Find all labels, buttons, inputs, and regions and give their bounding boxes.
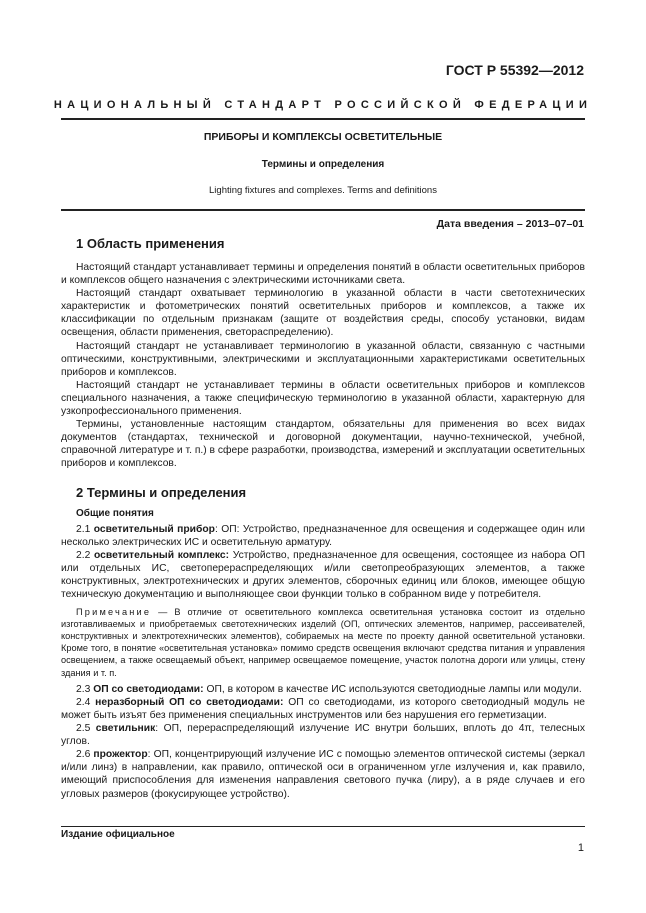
term-name: неразборный ОП со светодиодами: xyxy=(95,696,284,708)
page-number: 1 xyxy=(577,842,584,854)
section-2-heading: 2 Термины и определения xyxy=(76,485,247,500)
term-2-3 xyxy=(61,683,585,696)
term-2-6 xyxy=(61,748,585,800)
footer-divider xyxy=(61,826,585,827)
term-name: осветительный комплекс: xyxy=(94,550,230,562)
paragraph: Настоящий стандарт не устанавливает терминологию в указанной области, связанную с частными оптическими, конструктивными, электрическими и эксплуатационными характеристиками осветительных приборов и комплексов. xyxy=(61,340,585,378)
note-text: — В отличие от осветительного комплекса осветительная установка состоит из отдельно изготавливаемых и приобретаемых светотехнических изделий (ОП, оптических элементов, например, рассеивателей, конструктивных и электротехнических элементов), собираемых на месте по проекту данной осветительной установки. Кроме того, в понятие «осветительная установка» помимо средств освещения включают средства питания и управления освещением, а также освещаемый объект, например освещаемое помещение, участок полотна дороги или улицы, стену здания и т. п. xyxy=(61,606,585,678)
term-number: 2.5 xyxy=(76,723,96,735)
paragraph: Настоящий стандарт устанавливает термины и определения понятий в области осветительных приборов и комплексов общего назначения с электрическими источниками света. xyxy=(61,262,585,287)
paragraph: Настоящий стандарт не устанавливает термины в области осветительных приборов и комплексов специального назначения, а также специфическую терминологию в указанной области, характерную для узкопрофессионального применения. xyxy=(61,379,585,418)
term-definition: ОП, в котором в качестве ИС используются светодиодные лампы или модули. xyxy=(203,683,582,695)
term-definition: : ОП, концентрирующий излучение ИС с помощью элементов оптической системы (зеркал и/или линз) в направлении, как правило, оптической оси в ограниченном угле излучения и, как правило, имеющий приспособления для изменения направления светового пучка (лиру), а в ряде случаев и его угловых размеров (фокусирующее устройство). xyxy=(61,749,585,800)
title-divider xyxy=(61,209,585,211)
term-2-4 xyxy=(61,696,585,722)
term-name: осветительный прибор xyxy=(93,524,215,535)
term-definition: : ОП, перераспределяющий излучение ИС внутри больших, вплоть до 4π, телесных углов. xyxy=(61,723,585,748)
document-title: ПРИБОРЫ И КОМПЛЕКСЫ ОСВЕТИТЕЛЬНЫЕ xyxy=(203,131,443,143)
official-edition-label: Издание официальное xyxy=(61,829,175,840)
term-name: прожектор xyxy=(93,749,148,761)
section-2-subheading: Общие понятия xyxy=(76,508,154,519)
term-number: 2.6 xyxy=(76,749,94,761)
term-number: 2.2 xyxy=(76,550,95,562)
note xyxy=(61,606,585,679)
term-definition: Устройство, предназначенное для освещения и содержащее один или несколько электрических ИС и осветительную арматуру. xyxy=(61,524,585,549)
header-divider xyxy=(61,118,585,120)
section-1-body xyxy=(61,261,585,471)
section-1-heading: 1 Область применения xyxy=(76,236,225,251)
document-subtitle: Термины и определения xyxy=(261,159,385,170)
document-title-english: Lighting fixtures and complexes. Terms and definitions xyxy=(209,185,437,196)
term-2-2 xyxy=(61,549,585,601)
term-name: светильник xyxy=(95,723,156,735)
introduction-date: Дата введения – 2013–07–01 xyxy=(436,218,584,230)
paragraph: Настоящий стандарт охватывает терминологию в указанной области в части светотехнических характеристик и фотометрических понятий осветительных приборов и комплексов, а также их классификации по отдельным признакам (защите от воздействия среды, способу установки, видам освещения, области применения, светораспределению). xyxy=(61,288,585,339)
term-2-1 xyxy=(61,523,585,549)
term-definition: Устройство, предназначенное для освещения, состоящее из набора ОП или отдельных ИС, светоперераспределяющих и/или светопреобразующих элементов, а также конструктивных, электротехнических и других элементов, сборочных единиц или блоков, имеющее общую техническую документацию и выполняющее свои функции только в собранном виде у потребителя. xyxy=(61,550,585,601)
term-abbreviation: : ОП: xyxy=(214,524,243,535)
term-definition: ОП со светодиодами, из которого светодиодный модуль не может быть изъят без применения специальных инструментов или без нарушения его герметизации. xyxy=(61,696,585,721)
paragraph: Термины, установленные настоящим стандартом, обязательны для применения во всех видах документов (стандартах, технической и договорной документации, научно-технической, учебной, справочной литературе и т. п.) в сфере разработки, производства, измерений и эксплуатации осветительных приборов и комплексов. xyxy=(61,419,585,470)
note-label: Примечание xyxy=(76,606,152,617)
term-2-5 xyxy=(61,722,585,748)
term-number: 2.3 xyxy=(76,683,94,695)
term-name: ОП со светодиодами: xyxy=(93,683,204,695)
national-standard-banner: НАЦИОНАЛЬНЫЙ СТАНДАРТ РОССИЙСКОЙ ФЕДЕРАЦИИ xyxy=(53,99,593,111)
section-2-body xyxy=(61,523,585,801)
term-number: 2.1 xyxy=(76,524,94,535)
gost-number: ГОСТ Р 55392—2012 xyxy=(445,62,584,78)
term-number: 2.4 xyxy=(76,696,96,708)
